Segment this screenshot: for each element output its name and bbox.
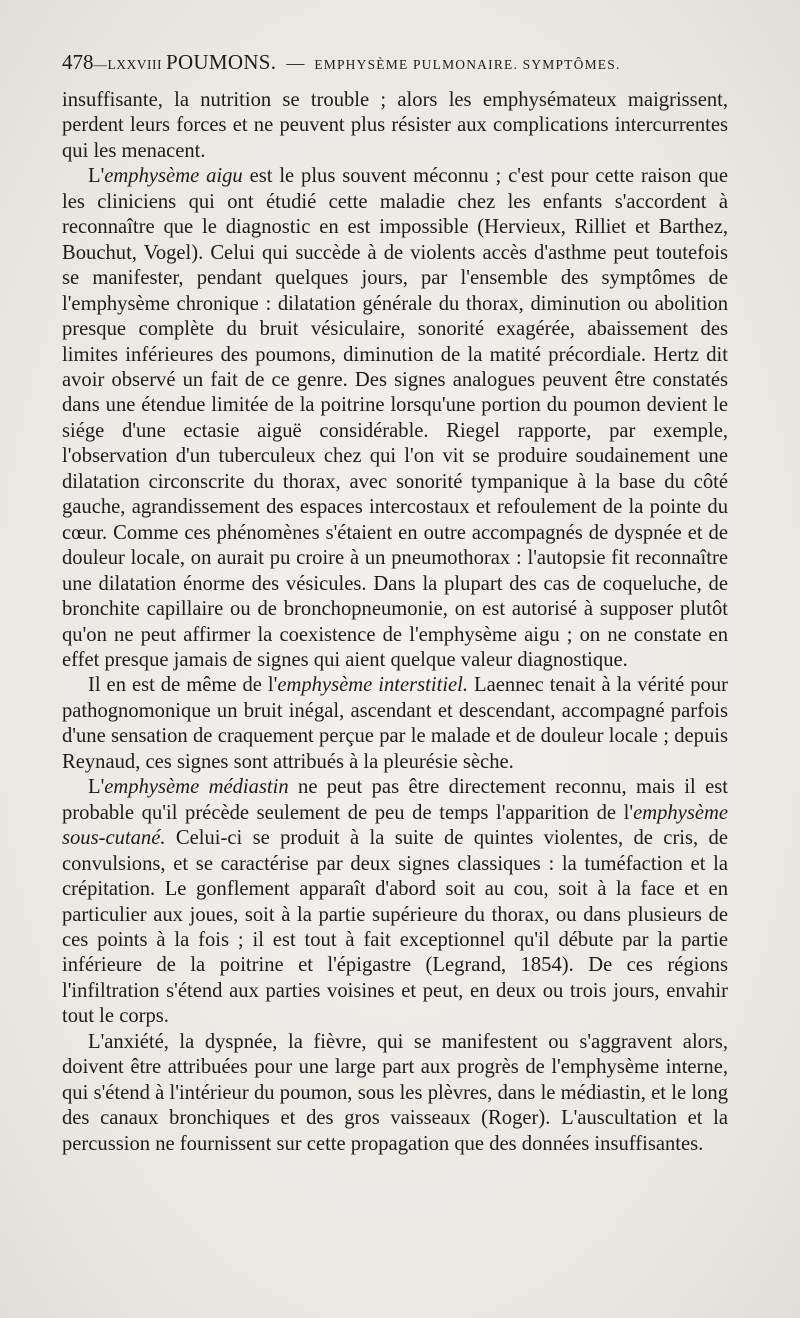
body-text bbox=[62, 88, 728, 1157]
italic-term: emphysème médiastin bbox=[104, 776, 289, 799]
running-subtitle: EMPHYSÈME PULMONAIRE. SYMPTÔMES. bbox=[314, 57, 621, 72]
running-title: POUMONS. bbox=[165, 50, 277, 74]
paragraph bbox=[62, 88, 728, 164]
paragraph bbox=[62, 775, 728, 1030]
paragraph bbox=[62, 164, 728, 673]
running-header bbox=[62, 50, 762, 78]
italic-term: emphysème interstitiel. bbox=[277, 674, 469, 697]
text-run: L' bbox=[88, 776, 105, 799]
italic-term: emphysème aigu bbox=[104, 165, 243, 188]
text-run: Celui-ci se produit à la suite de quintes violentes, de cris, de convulsions, et se caractérise par deux signes classiques : la tuméfaction et la crépitation. Le gonflement apparaît d'abord soit au cou, soit à la face et en particulier aux joues, soit à la partie supérieure du thorax, ou dans plusieurs de ces points à la fois ; il est tout à fait exceptionnel qu'il débute par la partie inférieure de la poitrine et l'épigastre (Legrand, 1854). De ces régions l'infiltration s'étend aux parties voisines et peut, en deux ou trois jours, envahir tout le corps. bbox=[62, 827, 728, 1028]
paragraph bbox=[62, 673, 728, 775]
text-run: Laennec tenait à la vérité pour pathognomonique un bruit inégal, ascendant et descendant, accompagné parfois d'une sensation de craquement perçue par le malade et de douleur locale ; depuis Reynaud, ces signes sont attribués à la pleurésie sèche. bbox=[62, 674, 729, 773]
italic-term: emphysème sous-cutané. bbox=[62, 801, 728, 850]
paragraph bbox=[62, 1030, 728, 1157]
text-run: L'anxiété, la dyspnée, la fièvre, qui se manifestent ou s'aggravent alors, doivent être attribuées pour une large part aux progrès de l'emphysème interne, qui s'étend à l'intérieur du poumon, sous les plèvres, dans le médiastin, et le long des canaux bronchiques et des gros vaisseaux (Roger). L'auscultation et la percussion ne fournissent sur cette propagation que des données insuffisantes. bbox=[62, 1030, 728, 1155]
chapter-numeral: —LXXVIII bbox=[93, 57, 162, 72]
text-run: est le plus souvent méconnu ; c'est pour cette raison que les cliniciens qui ont étudié cette maladie chez les enfants s'accordent à reconnaître que le diagnostic en est impossible (Hervieux, Rilliet et Barthez, Bouchut, Vogel). Celui qui succède à de violents accès d'asthme peut toutefois se manifester, pendant quelques jours, par l'ensemble des symptômes de l'emphysème chronique : dilatation générale du thorax, diminution ou abolition presque complète du bruit vésiculaire, sonorité exagérée, abaissement des limites inférieures des poumons, diminution de la matité précordiale. Hertz dit avoir observé un fait de ce genre. Des signes analogues peuvent être constatés dans une étendue limitée de la poitrine lorsqu'une portion du poumon devient le siége d'une ectasie aiguë considérable. Riegel rapporte, par exemple, l'observation d'un tuberculeux chez qui l'on vit se produire soudainement une dilatation circonscrite du thorax, avec sonorité tympanique à la base du côté gauche, agrandissement des espaces intercostaux et refoulement de la pointe du cœur. Comme ces phénomènes s'étaient en outre accompagnés de dyspnée et de douleur locale, on aurait pu croire à un pneumothorax : l'autopsie fit reconnaître une dilatation énorme des vésicules. Dans la plupart des cas de coqueluche, de bronchite capillaire ou de bronchopneumonie, on est autorisé à supposer plutôt qu'on ne peut affirmer la coexistence de l'emphysème aigu ; on ne constate en effet presque jamais de signes qui aient quelque valeur diagnostique. bbox=[62, 165, 728, 671]
text-run: Il en est de même de l' bbox=[88, 674, 278, 697]
page-number: 478 bbox=[62, 50, 94, 74]
text-run: ne peut pas être directement reconnu, mais il est probable qu'il précède seulement de peu de temps l'apparition de l' bbox=[62, 776, 728, 824]
header-dash: — bbox=[286, 53, 305, 73]
text-run: L' bbox=[88, 165, 105, 188]
text-run: insuffisante, la nutrition se trouble ; alors les emphysémateux maigrissent, perdent leurs forces et ne peuvent plus résister aux complications intercurrentes qui les menacent. bbox=[62, 89, 728, 162]
